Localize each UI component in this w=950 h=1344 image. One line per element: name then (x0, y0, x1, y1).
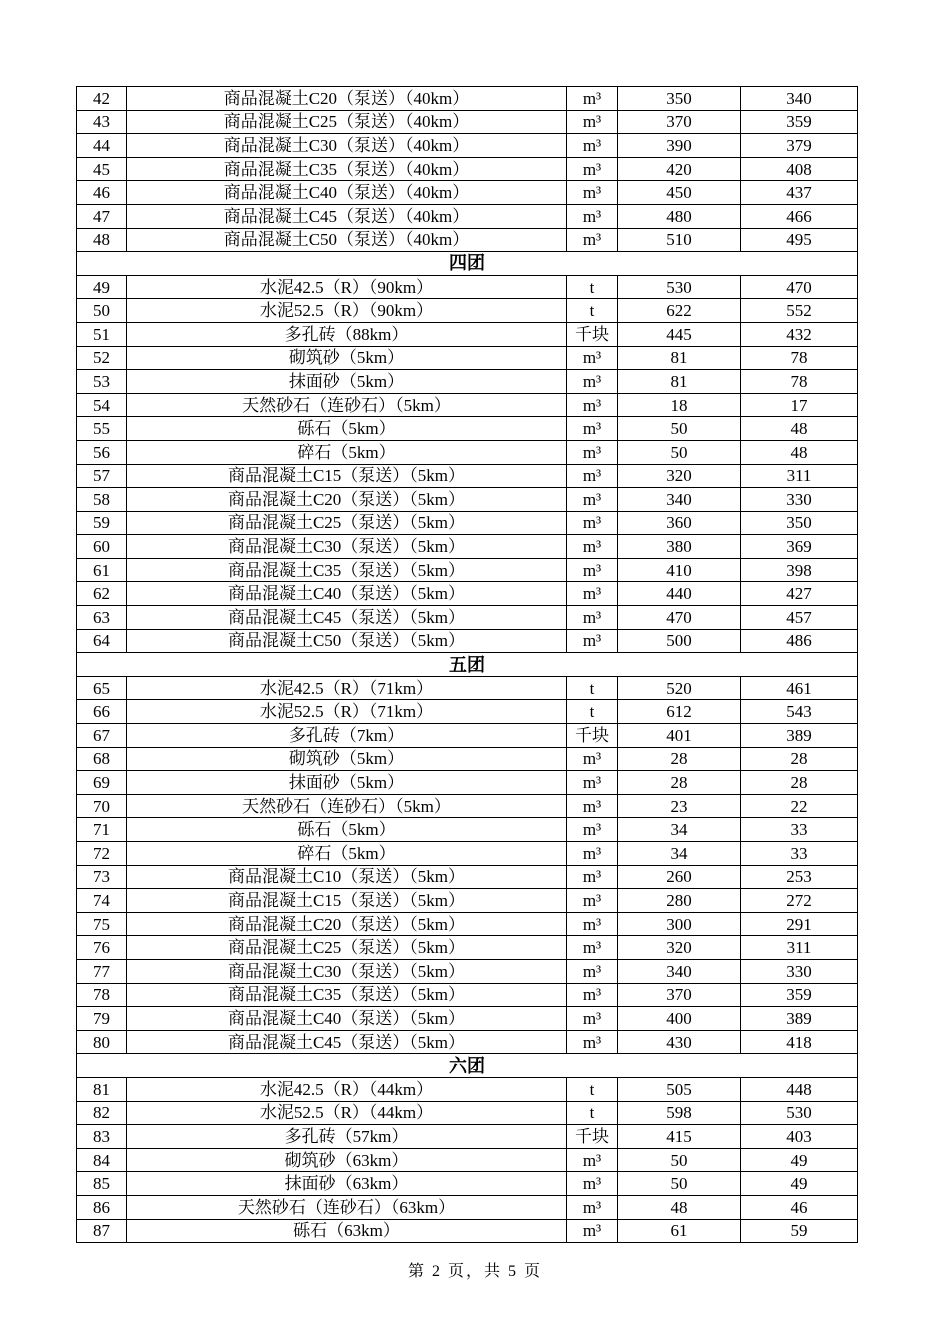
unit: t (567, 1101, 618, 1125)
row-number: 46 (77, 181, 127, 205)
unit: m³ (567, 1195, 618, 1219)
price-current: 400 (618, 1007, 741, 1031)
item-name: 商品混凝土C30（泵送）（40km） (127, 134, 567, 158)
price-current: 81 (618, 370, 741, 394)
row-number: 66 (77, 700, 127, 724)
unit: m³ (567, 842, 618, 866)
item-name: 抹面砂（5km） (127, 771, 567, 795)
row-number: 48 (77, 228, 127, 252)
price-base: 330 (741, 488, 858, 512)
unit: m³ (567, 747, 618, 771)
unit: 千块 (567, 1125, 618, 1149)
item-name: 商品混凝土C15（泵送）（5km） (127, 464, 567, 488)
row-number: 77 (77, 959, 127, 983)
price-current: 390 (618, 134, 741, 158)
table-row (77, 440, 858, 464)
price-base: 48 (741, 440, 858, 464)
table-row (77, 889, 858, 913)
price-current: 440 (618, 582, 741, 606)
table-row (77, 865, 858, 889)
item-name: 砾石（5km） (127, 417, 567, 441)
table-row (77, 535, 858, 559)
row-number: 78 (77, 983, 127, 1007)
unit: m³ (567, 370, 618, 394)
row-number: 65 (77, 676, 127, 700)
item-name: 水泥42.5（R）（44km） (127, 1077, 567, 1101)
row-number: 51 (77, 322, 127, 346)
price-base: 486 (741, 629, 858, 653)
table-row (77, 275, 858, 299)
price-base: 457 (741, 606, 858, 630)
price-base: 389 (741, 724, 858, 748)
price-current: 61 (618, 1219, 741, 1243)
price-base: 78 (741, 370, 858, 394)
row-number: 49 (77, 275, 127, 299)
price-current: 18 (618, 393, 741, 417)
item-name: 商品混凝土C45（泵送）（5km） (127, 1030, 567, 1054)
price-base: 408 (741, 157, 858, 181)
row-number: 67 (77, 724, 127, 748)
price-current: 320 (618, 464, 741, 488)
price-base: 340 (741, 87, 858, 111)
unit: t (567, 275, 618, 299)
table-row (77, 511, 858, 535)
unit: m³ (567, 464, 618, 488)
row-number: 45 (77, 157, 127, 181)
item-name: 商品混凝土C35（泵送）（40km） (127, 157, 567, 181)
unit: t (567, 1077, 618, 1101)
price-base: 437 (741, 181, 858, 205)
table-row (77, 346, 858, 370)
price-current: 510 (618, 228, 741, 252)
unit: m³ (567, 629, 618, 653)
price-base: 359 (741, 110, 858, 134)
unit: m³ (567, 134, 618, 158)
section-label: 五团 (77, 653, 858, 677)
item-name: 碎石（5km） (127, 440, 567, 464)
price-current: 81 (618, 346, 741, 370)
price-current: 48 (618, 1195, 741, 1219)
item-name: 多孔砖（88km） (127, 322, 567, 346)
item-name: 碎石（5km） (127, 842, 567, 866)
row-number: 59 (77, 511, 127, 535)
row-number: 71 (77, 818, 127, 842)
price-current: 280 (618, 889, 741, 913)
unit: m³ (567, 488, 618, 512)
table-row (77, 1125, 858, 1149)
price-current: 415 (618, 1125, 741, 1149)
table-row (77, 606, 858, 630)
row-number: 72 (77, 842, 127, 866)
price-base: 543 (741, 700, 858, 724)
row-number: 61 (77, 558, 127, 582)
price-current: 50 (618, 1148, 741, 1172)
price-base: 461 (741, 676, 858, 700)
price-current: 430 (618, 1030, 741, 1054)
row-number: 68 (77, 747, 127, 771)
table-row (77, 204, 858, 228)
price-base: 418 (741, 1030, 858, 1054)
price-current: 612 (618, 700, 741, 724)
price-base: 389 (741, 1007, 858, 1031)
row-number: 58 (77, 488, 127, 512)
item-name: 抹面砂（63km） (127, 1172, 567, 1196)
item-name: 天然砂石（连砂石）（63km） (127, 1195, 567, 1219)
price-table (76, 86, 858, 1243)
section-label: 六团 (77, 1054, 858, 1078)
table-row (77, 676, 858, 700)
table-row (77, 700, 858, 724)
item-name: 商品混凝土C25（泵送）（40km） (127, 110, 567, 134)
unit: m³ (567, 771, 618, 795)
price-current: 340 (618, 959, 741, 983)
price-base: 59 (741, 1219, 858, 1243)
item-name: 商品混凝土C40（泵送）（5km） (127, 582, 567, 606)
table-row (77, 629, 858, 653)
row-number: 73 (77, 865, 127, 889)
unit: m³ (567, 204, 618, 228)
price-base: 379 (741, 134, 858, 158)
table-row (77, 322, 858, 346)
price-base: 33 (741, 842, 858, 866)
item-name: 商品混凝土C35（泵送）（5km） (127, 558, 567, 582)
unit: 千块 (567, 724, 618, 748)
price-current: 520 (618, 676, 741, 700)
price-base: 330 (741, 959, 858, 983)
row-number: 64 (77, 629, 127, 653)
table-row (77, 1101, 858, 1125)
price-current: 380 (618, 535, 741, 559)
price-base: 311 (741, 464, 858, 488)
price-base: 272 (741, 889, 858, 913)
row-number: 83 (77, 1125, 127, 1149)
table-row (77, 464, 858, 488)
item-name: 水泥52.5（R）（71km） (127, 700, 567, 724)
price-current: 500 (618, 629, 741, 653)
table-row (77, 87, 858, 111)
item-name: 水泥52.5（R）（90km） (127, 299, 567, 323)
row-number: 76 (77, 936, 127, 960)
item-name: 砌筑砂（5km） (127, 346, 567, 370)
price-current: 360 (618, 511, 741, 535)
section-label: 四团 (77, 252, 858, 276)
unit: m³ (567, 959, 618, 983)
row-number: 42 (77, 87, 127, 111)
item-name: 商品混凝土C20（泵送）（5km） (127, 912, 567, 936)
table-row (77, 370, 858, 394)
price-base: 350 (741, 511, 858, 535)
row-number: 56 (77, 440, 127, 464)
item-name: 多孔砖（7km） (127, 724, 567, 748)
price-current: 401 (618, 724, 741, 748)
unit: t (567, 700, 618, 724)
row-number: 82 (77, 1101, 127, 1125)
price-current: 34 (618, 842, 741, 866)
unit: t (567, 299, 618, 323)
item-name: 商品混凝土C30（泵送）（5km） (127, 535, 567, 559)
item-name: 抹面砂（5km） (127, 370, 567, 394)
table-row (77, 299, 858, 323)
row-number: 75 (77, 912, 127, 936)
price-base: 28 (741, 747, 858, 771)
item-name: 天然砂石（连砂石）（5km） (127, 393, 567, 417)
table-row (77, 582, 858, 606)
price-current: 340 (618, 488, 741, 512)
row-number: 86 (77, 1195, 127, 1219)
item-name: 商品混凝土C20（泵送）（40km） (127, 87, 567, 111)
unit: m³ (567, 417, 618, 441)
price-base: 470 (741, 275, 858, 299)
table-row (77, 1172, 858, 1196)
section-row (77, 252, 858, 276)
item-name: 商品混凝土C45（泵送）（5km） (127, 606, 567, 630)
section-row (77, 1054, 858, 1078)
table-row (77, 724, 858, 748)
table-row (77, 417, 858, 441)
unit: m³ (567, 1007, 618, 1031)
page-number-footer: 第 2 页，共 5 页 (407, 1263, 542, 1280)
row-number: 62 (77, 582, 127, 606)
row-number: 50 (77, 299, 127, 323)
price-base: 22 (741, 794, 858, 818)
unit: m³ (567, 582, 618, 606)
item-name: 砾石（63km） (127, 1219, 567, 1243)
row-number: 74 (77, 889, 127, 913)
price-base: 17 (741, 393, 858, 417)
price-base: 466 (741, 204, 858, 228)
row-number: 80 (77, 1030, 127, 1054)
unit: m³ (567, 110, 618, 134)
item-name: 商品混凝土C45（泵送）（40km） (127, 204, 567, 228)
unit: m³ (567, 346, 618, 370)
unit: m³ (567, 794, 618, 818)
price-current: 260 (618, 865, 741, 889)
item-name: 商品混凝土C40（泵送）（40km） (127, 181, 567, 205)
table-row (77, 1007, 858, 1031)
table-row (77, 912, 858, 936)
table-row (77, 959, 858, 983)
price-current: 505 (618, 1077, 741, 1101)
row-number: 84 (77, 1148, 127, 1172)
price-base: 427 (741, 582, 858, 606)
unit: m³ (567, 1148, 618, 1172)
price-current: 410 (618, 558, 741, 582)
table-row (77, 1195, 858, 1219)
unit: m³ (567, 912, 618, 936)
price-current: 50 (618, 1172, 741, 1196)
item-name: 商品混凝土C40（泵送）（5km） (127, 1007, 567, 1031)
unit: m³ (567, 157, 618, 181)
price-current: 598 (618, 1101, 741, 1125)
price-base: 253 (741, 865, 858, 889)
price-base: 359 (741, 983, 858, 1007)
unit: m³ (567, 606, 618, 630)
unit: m³ (567, 1172, 618, 1196)
item-name: 砌筑砂（63km） (127, 1148, 567, 1172)
unit: t (567, 676, 618, 700)
table-row (77, 228, 858, 252)
item-name: 商品混凝土C25（泵送）（5km） (127, 511, 567, 535)
table-row (77, 771, 858, 795)
price-current: 300 (618, 912, 741, 936)
unit: m³ (567, 889, 618, 913)
price-base: 48 (741, 417, 858, 441)
price-base: 49 (741, 1148, 858, 1172)
table-row (77, 134, 858, 158)
table-row (77, 1148, 858, 1172)
unit: m³ (567, 87, 618, 111)
row-number: 57 (77, 464, 127, 488)
row-number: 63 (77, 606, 127, 630)
price-current: 480 (618, 204, 741, 228)
table-row (77, 983, 858, 1007)
row-number: 52 (77, 346, 127, 370)
unit: 千块 (567, 322, 618, 346)
price-current: 320 (618, 936, 741, 960)
table-row (77, 558, 858, 582)
row-number: 81 (77, 1077, 127, 1101)
row-number: 60 (77, 535, 127, 559)
item-name: 商品混凝土C25（泵送）（5km） (127, 936, 567, 960)
price-current: 370 (618, 983, 741, 1007)
price-current: 34 (618, 818, 741, 842)
price-current: 23 (618, 794, 741, 818)
item-name: 多孔砖（57km） (127, 1125, 567, 1149)
price-base: 495 (741, 228, 858, 252)
item-name: 水泥42.5（R）（90km） (127, 275, 567, 299)
price-current: 530 (618, 275, 741, 299)
price-current: 28 (618, 771, 741, 795)
price-current: 450 (618, 181, 741, 205)
item-name: 天然砂石（连砂石）（5km） (127, 794, 567, 818)
table-row (77, 842, 858, 866)
item-name: 商品混凝土C30（泵送）（5km） (127, 959, 567, 983)
row-number: 47 (77, 204, 127, 228)
item-name: 商品混凝土C10（泵送）（5km） (127, 865, 567, 889)
unit: m³ (567, 393, 618, 417)
table-row (77, 818, 858, 842)
item-name: 商品混凝土C35（泵送）（5km） (127, 983, 567, 1007)
section-row (77, 653, 858, 677)
price-table-body (77, 87, 858, 1243)
price-current: 50 (618, 440, 741, 464)
row-number: 53 (77, 370, 127, 394)
item-name: 水泥42.5（R）（71km） (127, 676, 567, 700)
table-row (77, 1077, 858, 1101)
price-base: 369 (741, 535, 858, 559)
price-base: 398 (741, 558, 858, 582)
unit: m³ (567, 1219, 618, 1243)
table-row (77, 181, 858, 205)
table-row (77, 110, 858, 134)
table-row (77, 488, 858, 512)
table-row (77, 747, 858, 771)
item-name: 砌筑砂（5km） (127, 747, 567, 771)
row-number: 55 (77, 417, 127, 441)
price-base: 33 (741, 818, 858, 842)
price-base: 552 (741, 299, 858, 323)
unit: m³ (567, 440, 618, 464)
item-name: 商品混凝土C50（泵送）（40km） (127, 228, 567, 252)
row-number: 54 (77, 393, 127, 417)
row-number: 44 (77, 134, 127, 158)
table-row (77, 794, 858, 818)
price-base: 530 (741, 1101, 858, 1125)
unit: m³ (567, 1030, 618, 1054)
item-name: 商品混凝土C20（泵送）（5km） (127, 488, 567, 512)
price-base: 403 (741, 1125, 858, 1149)
price-base: 291 (741, 912, 858, 936)
unit: m³ (567, 983, 618, 1007)
item-name: 水泥52.5（R）（44km） (127, 1101, 567, 1125)
table-row (77, 393, 858, 417)
item-name: 商品混凝土C15（泵送）（5km） (127, 889, 567, 913)
price-current: 50 (618, 417, 741, 441)
table-row (77, 1219, 858, 1243)
row-number: 79 (77, 1007, 127, 1031)
price-current: 445 (618, 322, 741, 346)
price-base: 448 (741, 1077, 858, 1101)
unit: m³ (567, 936, 618, 960)
price-base: 49 (741, 1172, 858, 1196)
price-base: 28 (741, 771, 858, 795)
price-base: 78 (741, 346, 858, 370)
table-row (77, 157, 858, 181)
unit: m³ (567, 818, 618, 842)
unit: m³ (567, 558, 618, 582)
row-number: 43 (77, 110, 127, 134)
table-row (77, 936, 858, 960)
item-name: 砾石（5km） (127, 818, 567, 842)
price-current: 470 (618, 606, 741, 630)
unit: m³ (567, 865, 618, 889)
price-base: 432 (741, 322, 858, 346)
price-base: 46 (741, 1195, 858, 1219)
price-current: 350 (618, 87, 741, 111)
row-number: 87 (77, 1219, 127, 1243)
item-name: 商品混凝土C50（泵送）（5km） (127, 629, 567, 653)
price-base: 311 (741, 936, 858, 960)
price-current: 28 (618, 747, 741, 771)
price-current: 420 (618, 157, 741, 181)
row-number: 69 (77, 771, 127, 795)
price-current: 370 (618, 110, 741, 134)
unit: m³ (567, 181, 618, 205)
unit: m³ (567, 535, 618, 559)
row-number: 70 (77, 794, 127, 818)
row-number: 85 (77, 1172, 127, 1196)
unit: m³ (567, 511, 618, 535)
unit: m³ (567, 228, 618, 252)
table-row (77, 1030, 858, 1054)
price-current: 622 (618, 299, 741, 323)
